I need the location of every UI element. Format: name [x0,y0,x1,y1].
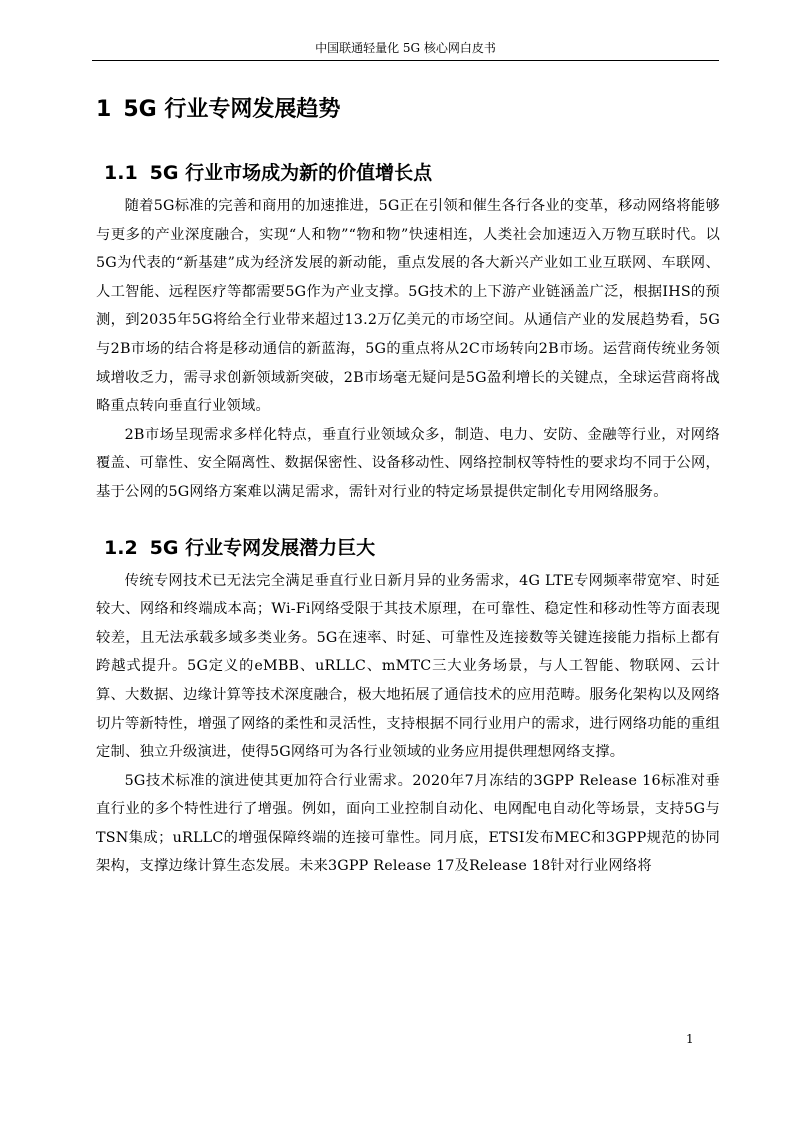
section-heading-1-1 [104,158,720,188]
chapter-title: 5G 行业专网发展趋势 [123,97,341,122]
section-title: 5G 行业专网发展潜力巨大 [149,536,376,559]
page-body [96,92,720,881]
paragraph: 5G技术标准的演进使其更加符合行业需求。2020年7月冻结的3GPP Release 16标准对垂直行业的多个特性进行了增强。例如，面向工业控制自动化、电网配电自动化等场景，支持5G与TSN集成；uRLLC的增强保障终端的连接可靠性。同月底，ETSI发布MEC和3GPP规范的协同架构，支撑边缘计算生态发展。未来3GPP Release 17及Release 18针对行业网络将 [96,772,720,875]
header-rule [92,60,719,61]
section-number: 1.1 [104,162,138,184]
chapter-heading [96,92,720,128]
section-heading-1-2 [104,533,720,563]
section-title: 5G 行业市场成为新的价值增长点 [149,162,433,184]
chapter-number: 1 [96,97,112,122]
running-header: 中国联通轻量化 5G 核心网白皮书 [315,41,496,55]
paragraph: 2B市场呈现需求多样化特点，垂直行业领域众多，制造、电力、安防、金融等行业，对网络覆盖、可靠性、安全隔离性、数据保密性、设备移动性、网络控制权等特性的要求均不同于公网，基于公网的5G网络方案难以满足需求，需针对行业的特定场景提供定制化专用网络服务。 [96,426,720,500]
paragraph: 传统专网技术已无法完全满足垂直行业日新月异的业务需求，4G LTE专网频率带宽窄、时延较大、网络和终端成本高；Wi-Fi网络受限于其技术原理，在可靠性、稳定性和移动性等方面表现较差，且无法承载多域多类业务。5G在速率、时延、可靠性及连接数等关键连接能力指标上都有跨越式提升。5G定义的eMBB、uRLLC、mMTC三大业务场景，与人工智能、物联网、云计算、大数据、边缘计算等技术深度融合，极大地拓展了通信技术的应用范畴。服务化架构以及网络切片等新特性，增强了网络的柔性和灵活性，支持根据不同行业用户的需求，进行网络功能的重组定制、独立升级演进，使得5G网络可为各行业领域的业务应用提供理想网络支撑。 [96,572,720,761]
section-number: 1.2 [104,536,138,559]
paragraph: 随着5G标准的完善和商用的加速推进，5G正在引领和催生各行各业的变革，移动网络将能够与更多的产业深度融合，实现“人和物”“物和物”快速相连，人类社会加速迈入万物互联时代。以5G为代表的“新基建”成为经济发展的新动能，重点发展的各大新兴产业如工业互联网、车联网、人工智能、远程医疗等都需要5G作为产业支撑。5G技术的上下游产业链涵盖广泛，根据IHS的预测，到2035年5G将给全行业带来超过13.2万亿美元的市场空间。从通信产业的发展趋势看，5G与2B市场的结合将是移动通信的新蓝海，5G的重点将从2C市场转向2B市场。运营商传统业务领域增收乏力，需寻求创新领域新突破，2B市场毫无疑问是5G盈利增长的关键点，全球运营商将战略重点转向垂直行业领域。 [96,198,720,415]
page-number: 1 [686,1032,694,1046]
